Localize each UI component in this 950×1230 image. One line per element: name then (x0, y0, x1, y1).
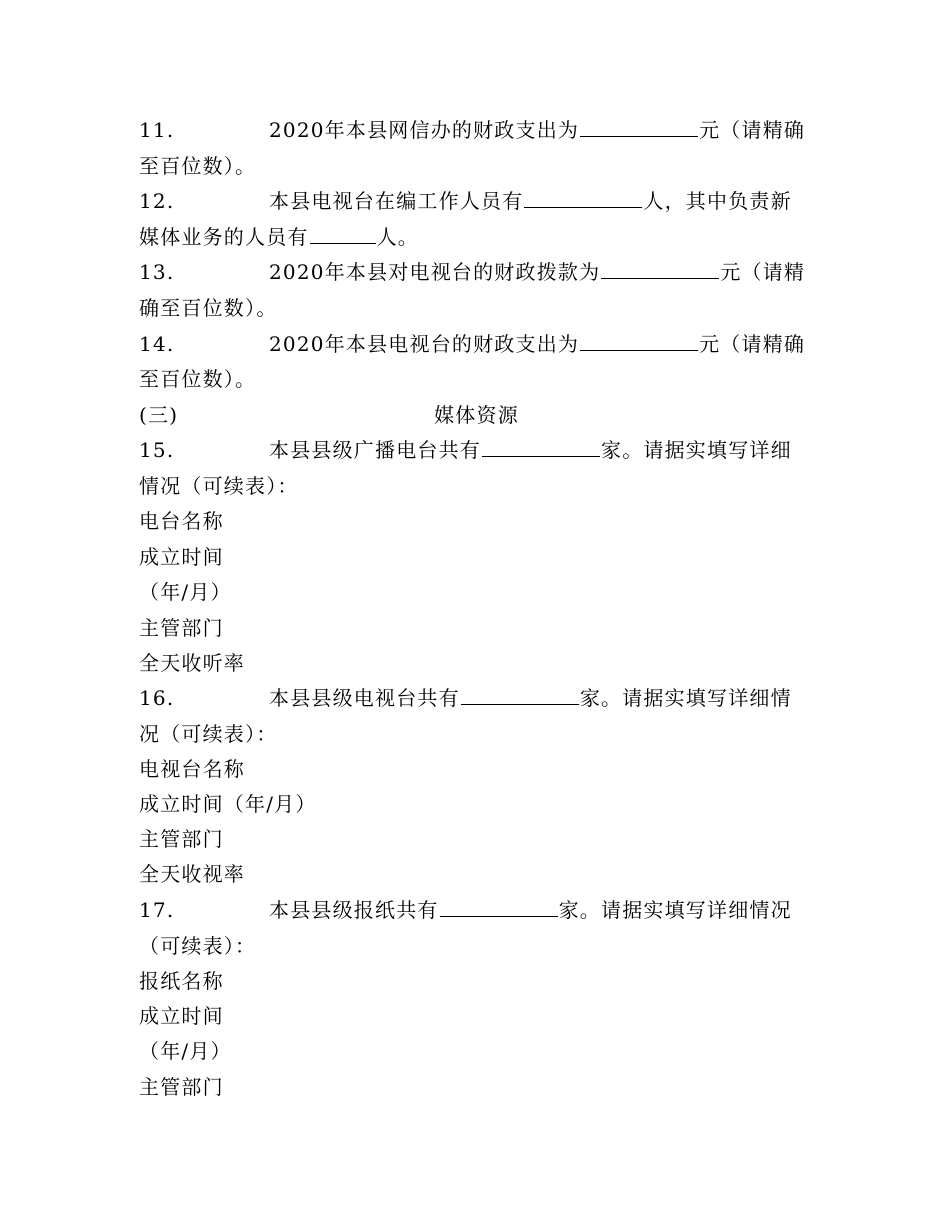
question-15 (139, 433, 814, 468)
question-text: 2020年本县对电视台的财政拨款为 (269, 260, 601, 284)
question-17-cont: （可续表）： (139, 934, 257, 958)
question-text-tail: 元（请精 (720, 260, 806, 284)
question-number: 17. (139, 898, 175, 922)
fill-blank[interactable] (524, 185, 642, 208)
question-16-cont: 况（可续表）： (139, 722, 278, 746)
table-field-label: 主管部门 (139, 616, 224, 640)
question-number: 12. (139, 189, 175, 213)
question-text-tail: 家。请据实填写详细情况 (558, 898, 792, 922)
question-14-cont: 至百位数）。 (139, 367, 257, 391)
fill-blank[interactable] (461, 682, 579, 705)
table-field-label: 全天收视率 (139, 862, 245, 886)
table-field-label: 主管部门 (139, 1075, 224, 1099)
question-number: 11. (139, 118, 175, 142)
table-field-label: 全天收听率 (139, 651, 245, 675)
section-number: (三) (139, 403, 179, 427)
question-text: 本县县级报纸共有 (269, 898, 439, 922)
question-text: 本县县级电视台共有 (269, 686, 460, 710)
question-text-tail: 元（请精确 (699, 332, 806, 356)
table-field-label: 报纸名称 (139, 969, 224, 993)
question-12 (139, 184, 814, 219)
fill-blank[interactable] (580, 328, 698, 351)
fill-blank[interactable] (440, 894, 558, 917)
table-field-label: （年/月） (139, 580, 232, 604)
question-17 (139, 893, 814, 928)
question-text-tail: 人。 (376, 225, 420, 249)
question-text-tail: 元（请精确 (699, 118, 806, 142)
question-number: 14. (139, 332, 175, 356)
question-number: 13. (139, 260, 175, 284)
question-text: 2020年本县网信办的财政支出为 (269, 118, 580, 142)
question-11-cont: 至百位数）。 (139, 154, 257, 178)
question-11 (139, 113, 814, 148)
table-field-label: 主管部门 (139, 827, 224, 851)
table-field-label: 成立时间（年/月） (139, 792, 317, 816)
question-text: 媒体业务的人员有 (139, 225, 309, 249)
section-heading (139, 398, 814, 433)
question-16 (139, 681, 814, 716)
question-text: 2020年本县电视台的财政支出为 (269, 332, 580, 356)
fill-blank[interactable] (482, 434, 600, 457)
fill-blank[interactable] (580, 114, 698, 137)
fill-blank[interactable] (310, 221, 376, 244)
question-number: 16. (139, 686, 175, 710)
question-text-tail: 家。请据实填写详细情 (579, 686, 792, 710)
question-13 (139, 255, 814, 290)
table-field-label: 电台名称 (139, 509, 224, 533)
question-number: 15. (139, 438, 175, 462)
question-12-cont (139, 220, 814, 255)
question-text-tail: 人，其中负责新 (643, 189, 792, 213)
question-text-tail: 家。请据实填写详细 (601, 438, 792, 462)
table-field-label: 成立时间 (139, 545, 224, 569)
question-14 (139, 327, 814, 362)
question-13-cont: 确至百位数）。 (139, 296, 278, 320)
section-title: 媒体资源 (434, 403, 519, 427)
question-text: 本县县级广播电台共有 (269, 438, 481, 462)
table-field-label: 成立时间 (139, 1004, 224, 1028)
table-field-label: 电视台名称 (139, 757, 245, 781)
table-field-label: （年/月） (139, 1039, 232, 1063)
question-15-cont: 情况（可续表）： (139, 474, 299, 498)
fill-blank[interactable] (601, 256, 719, 279)
question-text: 本县电视台在编工作人员有 (269, 189, 524, 213)
